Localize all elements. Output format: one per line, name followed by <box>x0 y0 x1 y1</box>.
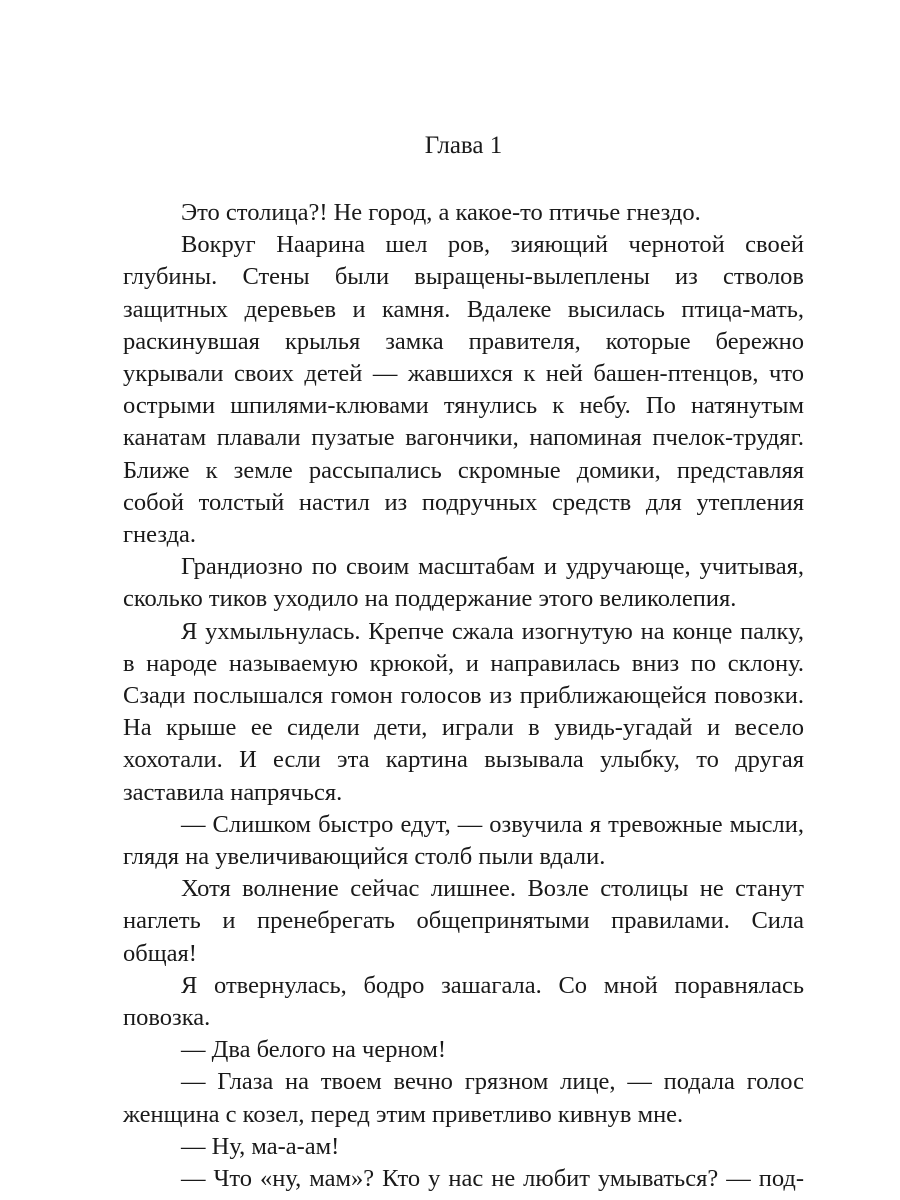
paragraph: Это столица?! Не город, а какое-то птичье гнездо. <box>181 199 701 226</box>
paragraph: Грандиозно по своим масштабам и удручающе, учитывая, сколько тиков уходило на поддержание этого великолепия. <box>123 553 804 613</box>
dialogue-line: — Что «ну, мам»? Кто у нас не любит умываться? — под- <box>181 1165 804 1193</box>
paragraph: Я отвернулась, бодро зашагала. Со мной поравнялась повозка. <box>123 971 804 1032</box>
paragraph: Я ухмыльнулась. Крепче сжала изогнутую на конце палку, в народе называемую крюкой, и направилась вниз по склону. Сзади послышался гомон голосов из приближающейся повозки. На крыше ее сидели дети, играли в увидь-угадай и весело хохотали. И если эта картина вызывала улыбку, то другая заставила напрячься. <box>123 617 804 806</box>
dialogue-line: — Слишком быстро едут, — озвучила я тревожные мысли, глядя на увеличивающийся столб пыли вдали. <box>123 810 804 871</box>
dialogue-line: — Ну, ма-а-ам! <box>181 1132 340 1160</box>
chapter-title: Глава 1 <box>424 132 503 159</box>
dialogue-line: — Два белого на черном! <box>181 1036 447 1064</box>
paragraph: Хотя волнение сейчас лишнее. Возле столицы не станут наглеть и пренебрегать общепринятыми правилами. Сила общая! <box>123 875 804 967</box>
dialogue-line: — Глаза на твоем вечно грязном лице, — подала голос женщина с козел, перед этим приветливо кивнув мне. <box>123 1068 804 1128</box>
paragraph: Вокруг Наарина шел ров, зияющий чернотой своей глубины. Стены были выращены-вылеплены из стволов защитных деревьев и камня. Вдалеке высилась птица-мать, раскинувшая крылья замка правителя, которые бережно укрывали своих детей — жавшихся к ней башен-птенцов, что острыми шпилями-клювами тянулись к небу. По натянутым канатам плавали пузатые вагончики, напоминая пчелок-трудяг. Ближе к земле рассыпались скромные домики, представляя собой толстый настил из подручных средств для утепления гнезда. <box>123 231 804 549</box>
chapter-text <box>123 197 804 1195</box>
book-page <box>123 128 804 1195</box>
